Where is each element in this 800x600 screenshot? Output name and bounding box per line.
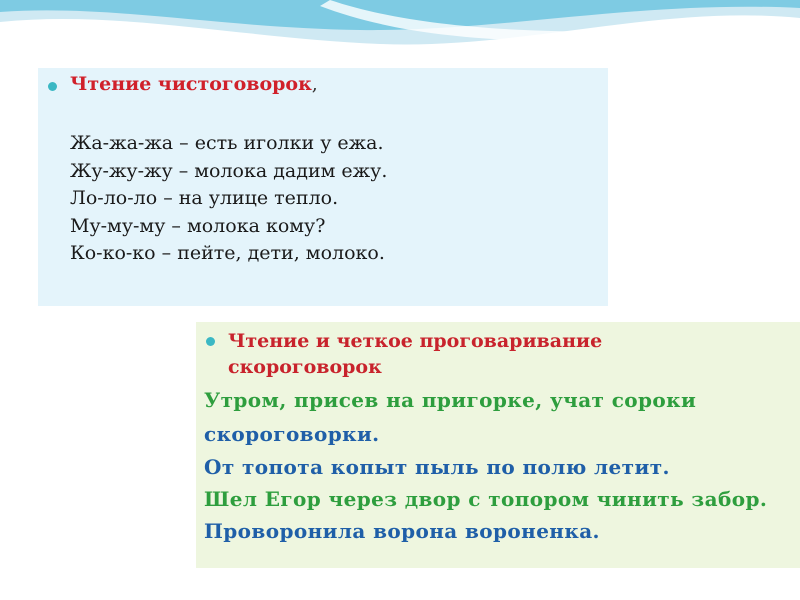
verse-line: Ко-ко-ко – пейте, дети, молоко. xyxy=(70,242,385,264)
verse-line: Му-му-му – молока кому? xyxy=(70,214,326,237)
twister-line: От топота копыт пыль по полю летит. xyxy=(204,455,670,479)
twister-line: Утром, присев на пригорке, учат сороки xyxy=(204,388,697,412)
verse-line: Жа-жа-жа – есть иголки у ежа. xyxy=(70,132,384,154)
section1-verse xyxy=(70,130,387,268)
verse-line: Жу-жу-жу – молока дадим ежу. xyxy=(70,159,388,182)
section2-heading: Чтение и четкое проговаривание скороговорок xyxy=(228,330,603,378)
heading-comma: , xyxy=(311,73,318,95)
verse-line: Ло-ло-ло – на улице тепло. xyxy=(70,187,339,209)
bullet-icon xyxy=(48,82,57,91)
section1-heading: Чтение чистоговорок, xyxy=(70,73,318,95)
twister-line: скороговорки. xyxy=(204,422,380,446)
twister-line: Проворонила ворона вороненка. xyxy=(204,519,600,543)
bullet-icon xyxy=(206,337,215,346)
twister-line: Шел Егор через двор с топором чинить забор. xyxy=(204,487,768,511)
